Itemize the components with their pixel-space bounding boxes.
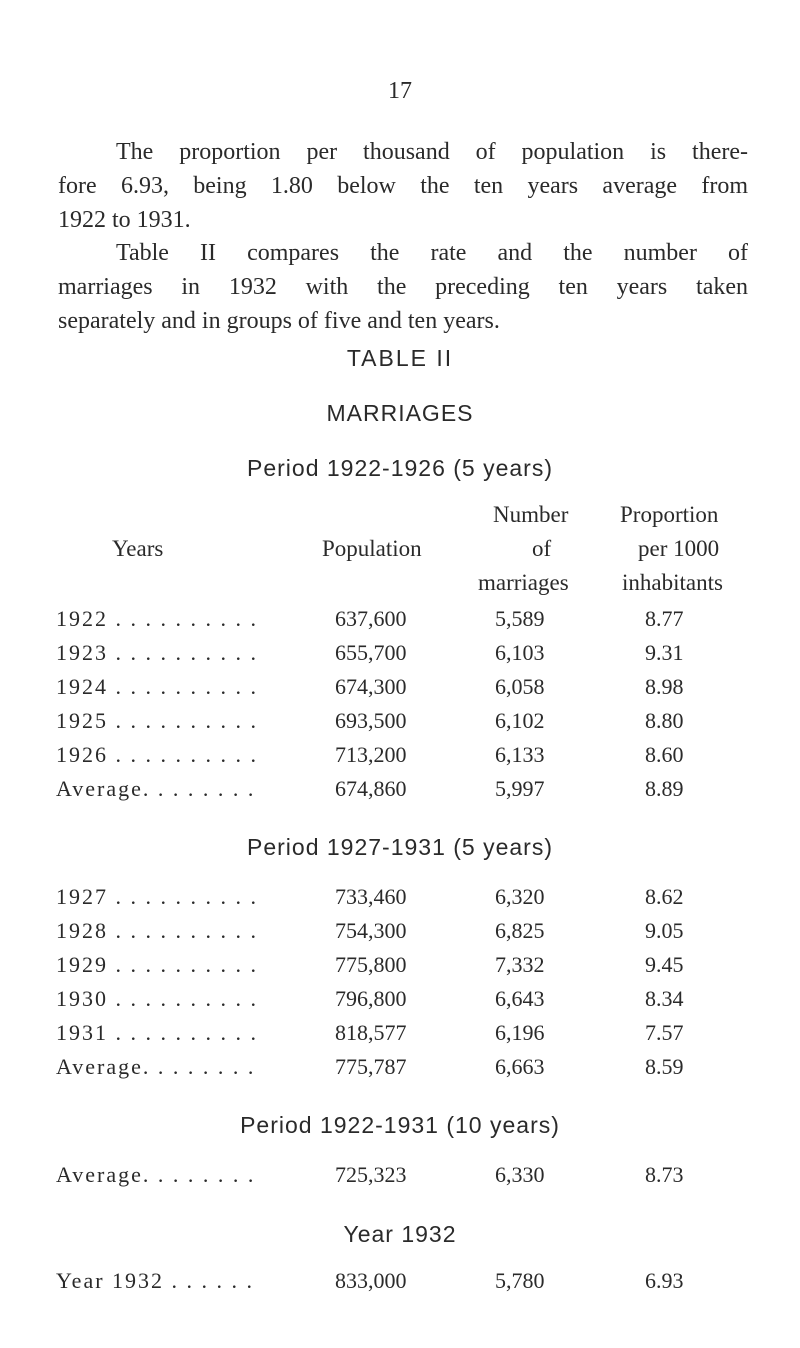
year-cell: Average. . . . . . . . xyxy=(56,1162,256,1187)
period-label: Year 1932 xyxy=(343,1221,457,1247)
year-cell: 1928 . . . . . . . . . . xyxy=(56,918,258,943)
table-row xyxy=(0,606,800,638)
population-cell: 818,577 xyxy=(335,1020,407,1045)
marriages-cell: 7,332 xyxy=(495,952,545,977)
year-cell: Year 1932 . . . . . . xyxy=(56,1268,255,1293)
population-cell: 713,200 xyxy=(335,742,407,767)
year-cell: 1925 . . . . . . . . . . xyxy=(56,708,258,733)
table-row xyxy=(0,1020,800,1052)
paragraph-line: marriages in 1932 with the preceding ten years taken xyxy=(58,274,748,300)
marriages-cell: 6,320 xyxy=(495,884,545,909)
header-of: of xyxy=(532,536,552,561)
proportion-cell: 8.62 xyxy=(645,884,684,909)
population-cell: 796,800 xyxy=(335,986,407,1011)
header-years: Years xyxy=(112,536,164,561)
table-row xyxy=(0,640,800,672)
table-row xyxy=(0,986,800,1018)
marriages-cell: 6,103 xyxy=(495,640,545,665)
page-number: 17 xyxy=(388,78,412,104)
population-cell: 775,800 xyxy=(335,952,407,977)
proportion-cell: 9.31 xyxy=(645,640,684,665)
marriages-cell: 6,643 xyxy=(495,986,545,1011)
marriages-cell: 6,663 xyxy=(495,1054,545,1079)
year-cell: 1931 . . . . . . . . . . xyxy=(56,1020,258,1045)
population-cell: 693,500 xyxy=(335,708,407,733)
header-inhabitants: inhabitants xyxy=(622,570,723,595)
population-cell: 655,700 xyxy=(335,640,407,665)
average-row xyxy=(0,1054,800,1086)
average-row xyxy=(0,776,800,808)
year-cell: 1929 . . . . . . . . . . xyxy=(56,952,258,977)
table-row xyxy=(0,742,800,774)
header-proportion: Proportion xyxy=(620,502,719,527)
population-cell: 725,323 xyxy=(335,1162,407,1187)
paragraph-line: separately and in groups of five and ten years. xyxy=(58,308,500,334)
period-label: Period 1927-1931 (5 years) xyxy=(247,834,553,860)
header-marriages: marriages xyxy=(478,570,569,595)
year-cell: 1926 . . . . . . . . . . xyxy=(56,742,258,767)
proportion-cell: 6.93 xyxy=(645,1268,684,1293)
proportion-cell: 8.89 xyxy=(645,776,684,801)
paragraph-line: fore 6.93, being 1.80 below the ten years average from xyxy=(58,173,748,199)
proportion-cell: 7.57 xyxy=(645,1020,684,1045)
year-1932-row xyxy=(0,1268,800,1300)
header-per-1000: per 1000 xyxy=(638,536,720,561)
proportion-cell: 8.98 xyxy=(645,674,684,699)
marriages-cell: 6,330 xyxy=(495,1162,545,1187)
paragraph-line: The proportion per thousand of population is there- xyxy=(116,139,748,165)
population-cell: 674,860 xyxy=(335,776,407,801)
proportion-cell: 9.45 xyxy=(645,952,684,977)
proportion-cell: 8.34 xyxy=(645,986,684,1011)
marriages-cell: 6,825 xyxy=(495,918,545,943)
table-row xyxy=(0,952,800,984)
marriages-cell: 6,133 xyxy=(495,742,545,767)
header-number: Number xyxy=(493,502,569,527)
marriages-cell: 5,589 xyxy=(495,606,545,631)
proportion-cell: 8.77 xyxy=(645,606,684,631)
population-cell: 733,460 xyxy=(335,884,407,909)
marriages-cell: 6,102 xyxy=(495,708,545,733)
proportion-cell: 8.73 xyxy=(645,1162,684,1187)
year-cell: 1924 . . . . . . . . . . xyxy=(56,674,258,699)
marriages-cell: 5,997 xyxy=(495,776,545,801)
average-row xyxy=(0,1162,800,1194)
table-title: TABLE II xyxy=(346,345,454,371)
marriages-cell: 6,058 xyxy=(495,674,545,699)
period-label: Period 1922-1926 (5 years) xyxy=(247,455,553,481)
table-intro-paragraph xyxy=(58,236,748,338)
paragraph-line: Table II compares the rate and the number of xyxy=(116,240,748,266)
table-row xyxy=(0,918,800,950)
table-row xyxy=(0,674,800,706)
proportion-cell: 9.05 xyxy=(645,918,684,943)
population-cell: 674,300 xyxy=(335,674,407,699)
population-cell: 775,787 xyxy=(335,1054,407,1079)
table-subtitle: MARRIAGES xyxy=(326,400,474,426)
population-cell: 754,300 xyxy=(335,918,407,943)
header-population: Population xyxy=(322,536,422,561)
proportion-cell: 8.59 xyxy=(645,1054,684,1079)
year-cell: 1927 . . . . . . . . . . xyxy=(56,884,258,909)
marriages-cell: 6,196 xyxy=(495,1020,545,1045)
year-cell: 1923 . . . . . . . . . . xyxy=(56,640,258,665)
year-cell: 1922 . . . . . . . . . . xyxy=(56,606,258,631)
table-row xyxy=(0,884,800,916)
table-row xyxy=(0,708,800,740)
year-cell: 1930 . . . . . . . . . . xyxy=(56,986,258,1011)
year-cell: Average. . . . . . . . xyxy=(56,1054,256,1079)
paragraph-line: 1922 to 1931. xyxy=(58,207,191,233)
proportion-cell: 8.60 xyxy=(645,742,684,767)
intro-paragraph xyxy=(58,135,748,237)
population-cell: 833,000 xyxy=(335,1268,407,1293)
population-cell: 637,600 xyxy=(335,606,407,631)
year-cell: Average. . . . . . . . xyxy=(56,776,256,801)
proportion-cell: 8.80 xyxy=(645,708,684,733)
marriages-cell: 5,780 xyxy=(495,1268,545,1293)
period-label: Period 1922-1931 (10 years) xyxy=(240,1112,560,1138)
